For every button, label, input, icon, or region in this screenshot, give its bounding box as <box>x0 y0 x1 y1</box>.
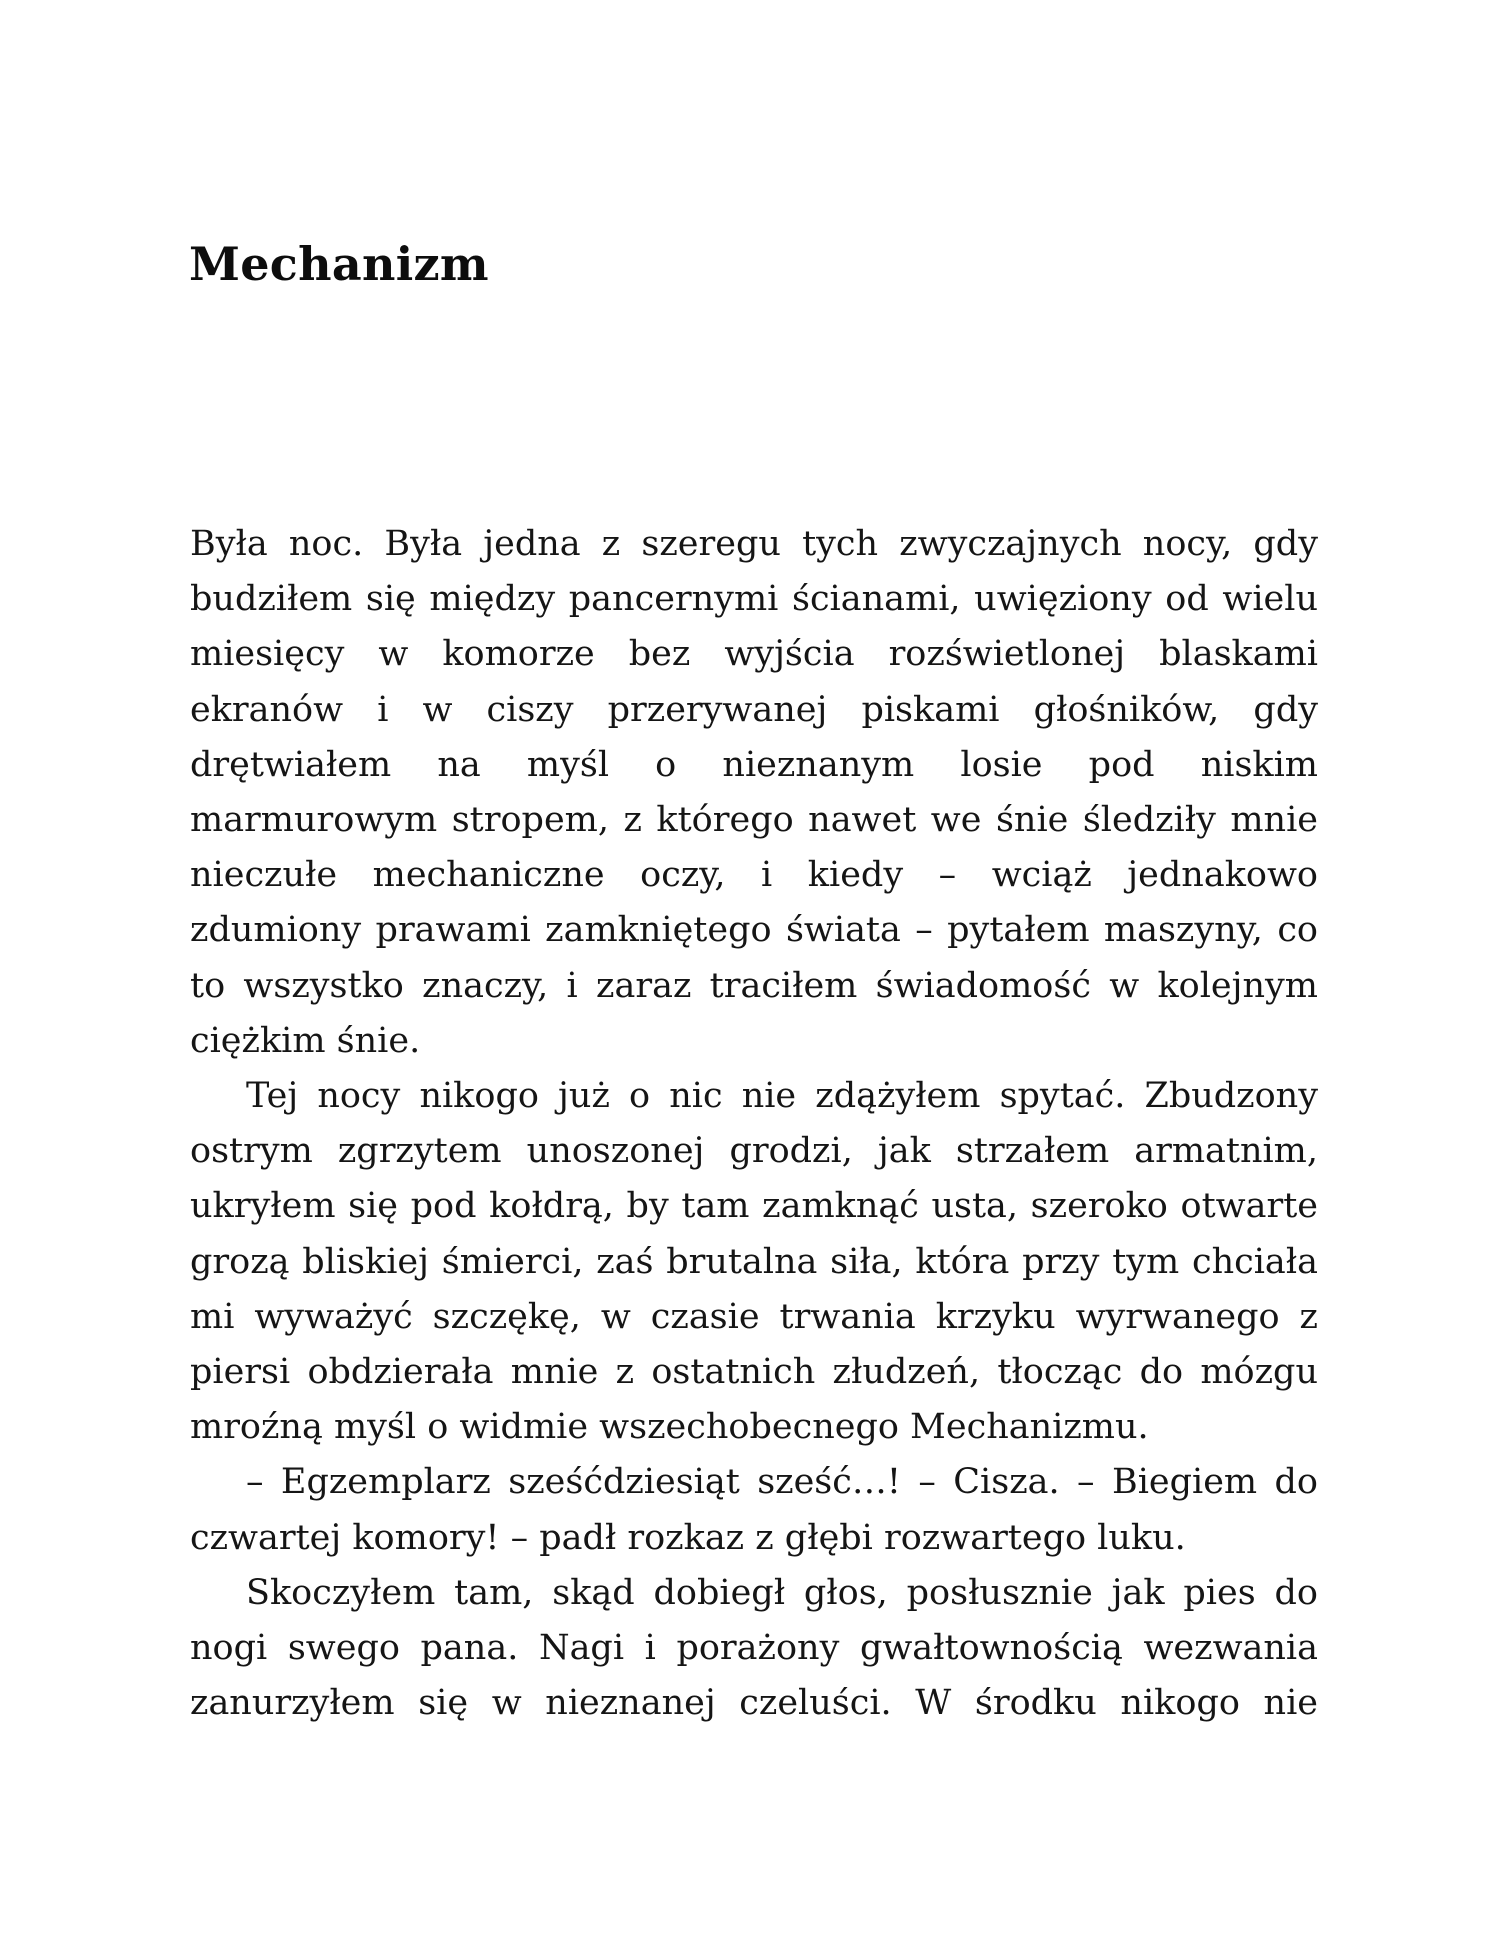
paragraph-2: Tej nocy nikogo już o nic nie zdążyłem spytać. Zbudzony ostrym zgrzytem unoszonej grodzi, jak strzałem armatnim, ukryłem się pod kołdrą, by tam zamknąć usta, szeroko otwarte grozą bliskiej śmierci, zaś brutalna siła, która przy tym chciała mi wyważyć szczękę, w czasie trwania krzyku wyrwanego z piersi obdzierała mnie z ostatnich złudzeń, tłocząc do mózgu mroźną myśl o widmie wszechobecnego Mechanizmu. <box>190 1076 1318 1448</box>
chapter-body <box>190 517 1318 1731</box>
paragraph-3-dialogue: – Egzemplarz sześćdziesiąt sześć…! – Cisza. – Biegiem do czwartej komory! – padł rozkaz z głębi rozwartego luku. <box>190 1462 1318 1558</box>
chapter-title: Mechanizm <box>189 237 489 291</box>
paragraph-4-continued: Skoczyłem tam, skąd dobiegł głos, posłusznie jak pies do nogi swego pana. Nagi i porażony gwałtownością wezwania zanurzyłem się w nieznanej czeluści. W środku nikogo nie <box>190 1572 1318 1724</box>
paragraph-1: Była noc. Była jedna z szeregu tych zwyczajnych nocy, gdy budziłem się między pancernymi ścianami, uwięziony od wielu miesięcy w komorze bez wyjścia rozświetlonej blaskami ekranów i w ciszy przerywanej piskami głośników, gdy drętwiałem na myśl o nieznanym losie pod niskim marmurowym stropem, z którego nawet we śnie śledziły mnie nieczułe mechaniczne oczy, i kiedy – wciąż jednakowo zdumiony prawami zamkniętego świata – pytałem maszyny, co to wszystko znaczy, i zaraz traciłem świadomość w kolejnym ciężkim śnie. <box>190 524 1318 1061</box>
